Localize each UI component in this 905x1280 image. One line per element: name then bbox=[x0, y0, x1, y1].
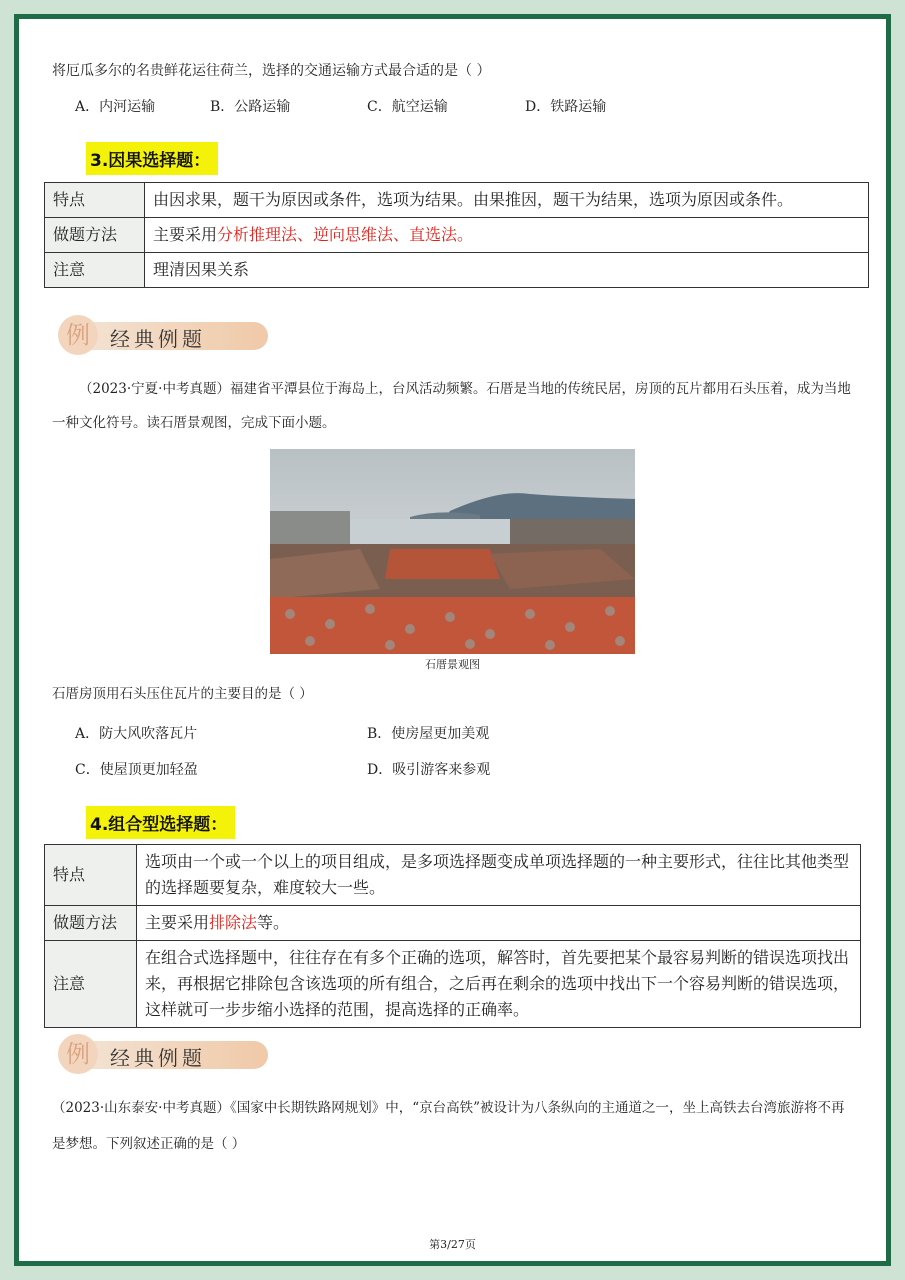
table-row bbox=[45, 253, 869, 288]
banner-label: 经典例题 bbox=[110, 327, 206, 351]
row-key: 注意 bbox=[45, 253, 145, 288]
option-b: B．公路运输 bbox=[210, 99, 291, 115]
option-d: D．铁路运输 bbox=[525, 99, 607, 115]
table-row bbox=[45, 845, 861, 906]
option-c: C．使屋顶更加轻盈 bbox=[75, 762, 198, 778]
row-key: 做题方法 bbox=[45, 218, 145, 253]
method-prefix: 主要采用 bbox=[153, 225, 218, 244]
banner-circle: 例 bbox=[58, 315, 98, 355]
table-row bbox=[45, 941, 861, 1028]
figure-caption: 石厝景观图 bbox=[425, 658, 480, 671]
row-key: 做题方法 bbox=[45, 906, 137, 941]
stone-house-photo bbox=[270, 449, 635, 654]
method-highlight: 排除法 bbox=[209, 913, 258, 932]
option-a: A．防大风吹落瓦片 bbox=[75, 726, 198, 742]
row-key: 注意 bbox=[45, 941, 137, 1028]
row-value bbox=[137, 906, 861, 941]
row-value: 选项由一个或一个以上的项目组成，是多项选择题变成单项选择题的一种主要形式，往往比其他类型的选择题要复杂，难度较大一些。 bbox=[137, 845, 861, 906]
option-b: B．使房屋更加美观 bbox=[367, 726, 490, 742]
example-banner bbox=[58, 315, 268, 355]
row-value: 在组合式选择题中，往往存在有多个正确的选项，解答时，首先要把某个最容易判断的错误选项找出来，再根据它排除包含该选项的所有组合，之后再在剩余的选项中找出下一个容易判断的错误选项，这样就可一步步缩小选择的范围，提高选择的正确率。 bbox=[137, 941, 861, 1028]
example-banner bbox=[58, 1034, 268, 1074]
example-2-intro: （2023·山东泰安·中考真题）《国家中长期铁路网规划》中，“京台高铁”被设计为八条纵向的主通道之一，坐上高铁去台湾旅游将不再是梦想。下列叙述正确的是（ ） bbox=[52, 1100, 845, 1152]
example-1-question: 石厝房顶用石头压住瓦片的主要目的是（ ） bbox=[52, 686, 313, 702]
section-3-title: 3.因果选择题： bbox=[86, 142, 218, 175]
banner-label: 经典例题 bbox=[110, 1046, 206, 1070]
banner-circle: 例 bbox=[58, 1034, 98, 1074]
row-value: 由因求果，题干为原因或条件，选项为结果。由果推因，题干为结果，选项为原因或条件。 bbox=[145, 183, 869, 218]
row-key: 特点 bbox=[45, 845, 137, 906]
option-a: A．内河运输 bbox=[75, 99, 156, 115]
section-4-table bbox=[44, 844, 861, 1028]
page-number: 第3/27页 bbox=[429, 1238, 476, 1251]
method-prefix: 主要采用 bbox=[145, 913, 210, 932]
intro-question-stem: 将厄瓜多尔的名贵鲜花运往荷兰，选择的交通运输方式最合适的是（ ） bbox=[52, 63, 491, 79]
option-d: D．吸引游客来参观 bbox=[367, 762, 491, 778]
table-row bbox=[45, 906, 861, 941]
option-c: C．航空运输 bbox=[367, 99, 448, 115]
method-highlight: 分析推理法、逆向思维法、直选法。 bbox=[217, 225, 474, 244]
row-key: 特点 bbox=[45, 183, 145, 218]
example-1-intro: （2023·宁夏·中考真题）福建省平潭县位于海岛上，台风活动频繁。石厝是当地的传统民居，房顶的瓦片都用石头压着，成为当地一种文化符号。读石厝景观图，完成下面小题。 bbox=[52, 381, 851, 431]
section-4-title: 4.组合型选择题： bbox=[86, 806, 235, 839]
table-row bbox=[45, 218, 869, 253]
row-value bbox=[145, 218, 869, 253]
row-value: 理清因果关系 bbox=[145, 253, 869, 288]
table-row bbox=[45, 183, 869, 218]
section-3-table bbox=[44, 182, 869, 288]
method-suffix: 等。 bbox=[257, 913, 290, 932]
stone-house-image bbox=[270, 449, 635, 654]
